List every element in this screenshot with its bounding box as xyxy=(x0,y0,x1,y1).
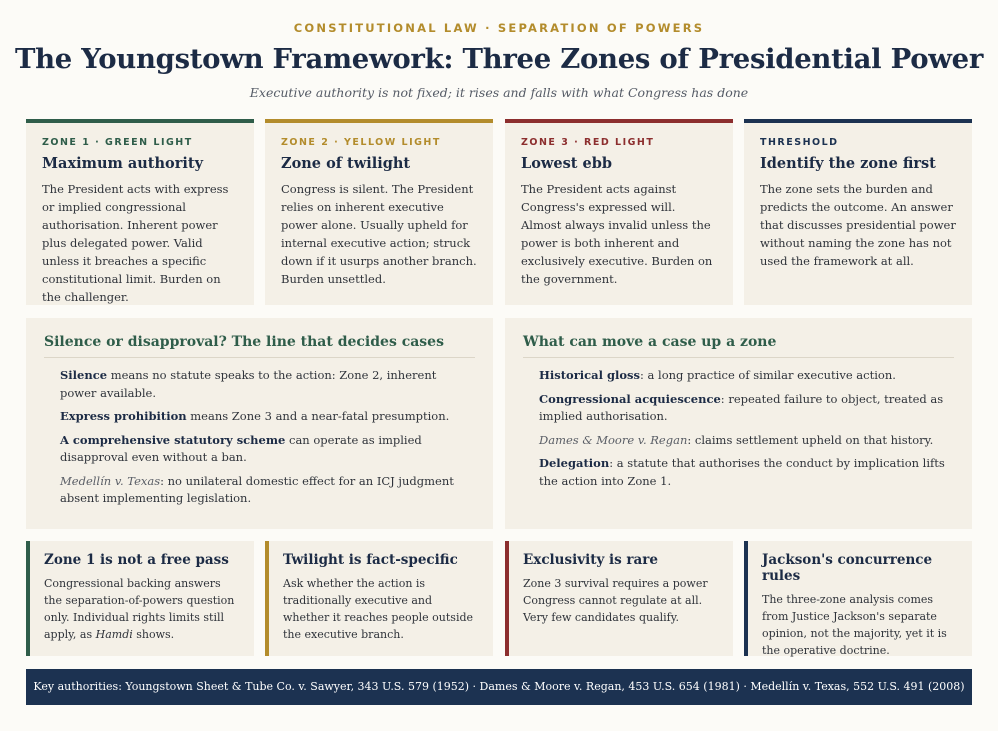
zone-body: The zone sets the burden and predicts the outcome. An answer that discusses presidential power without naming the zone has not used the framework at all. xyxy=(760,182,956,268)
list-item: Delegation: a statute that authorises the conduct by implication lifts the action into Zone 1. xyxy=(539,456,945,488)
list-item: Congressional acquiescence: repeated failure to object, treated as implied authorisation. xyxy=(539,391,944,423)
list-item: Medellín v. Texas: no unilateral domestic effect for an ICJ judgment absent implementing legislation. xyxy=(60,473,454,505)
note-heading: Zone 1 is not a free pass xyxy=(44,552,229,568)
list-item: Historical gloss: a long practice of similar executive action. xyxy=(539,368,896,382)
zone-label: ZONE 3 · RED LIGHT xyxy=(521,137,655,148)
zone-heading: Lowest ebb xyxy=(521,155,612,172)
note-exclusivity-rare xyxy=(505,541,733,656)
zone-body: Congress is silent. The President relies on inherent executive power alone. Usually upheld for internal executive action; struck down if it usurps another branch. Burden unsettled. xyxy=(281,182,477,286)
eyebrow: CONSTITUTIONAL LAW · SEPARATION OF POWERS xyxy=(293,21,705,35)
note-heading: Twilight is fact-specific xyxy=(283,552,458,568)
note-body: Zone 3 survival requires a power Congress cannot regulate at all. Very few candidates qualify. xyxy=(523,577,708,624)
zone-card-2 xyxy=(265,119,493,305)
panel-heading: Silence or disapproval? The line that decides cases xyxy=(44,334,475,358)
note-twilight-fact-specific xyxy=(265,541,493,656)
zone-body: The President acts with express or implied congressional authorisation. Inherent power plus delegated power. Valid unless it breaches a specific constitutional limit. Burden on the challenger. xyxy=(42,182,229,304)
note-heading: Exclusivity is rare xyxy=(523,552,658,568)
zone-heading: Zone of twilight xyxy=(281,155,411,172)
list-item: Silence means no statute speaks to the action: Zone 2, inherent power available. xyxy=(60,368,437,400)
zone-label: ZONE 1 · GREEN LIGHT xyxy=(42,137,193,148)
panel-move-up-a-zone xyxy=(505,318,972,529)
list-item: Express prohibition means Zone 3 and a near-fatal presumption. xyxy=(60,409,450,423)
page-title: The Youngstown Framework: Three Zones of Presidential Power xyxy=(14,43,984,75)
note-body: Ask whether the action is traditionally executive and whether it reaches people outside the executive branch. xyxy=(283,577,474,641)
zone-card-threshold xyxy=(744,119,972,305)
list-item: Dames & Moore v. Regan: claims settlement upheld on that history. xyxy=(539,432,934,447)
note-body: The three-zone analysis comes from Justice Jackson's separate opinion, not the majority, yet it is the operative doctrine. xyxy=(762,593,947,657)
note-heading: Jackson's concurrence rules xyxy=(762,552,933,584)
zone-label: ZONE 2 · YELLOW LIGHT xyxy=(281,137,441,148)
zone-label: THRESHOLD xyxy=(760,137,839,148)
zone-body: The President acts against Congress's expressed will. Almost always invalid unless the power is both inherent and exclusively executive. Burden on the government. xyxy=(521,182,713,286)
note-jackson-concurrence xyxy=(744,541,972,656)
note-body: Congressional backing answers the separation-of-powers question only. Individual rights limits still apply, as Hamdi shows. xyxy=(44,577,235,641)
panel-silence-or-disapproval xyxy=(26,318,493,529)
page-subtitle: Executive authority is not fixed; it rises and falls with what Congress has done xyxy=(249,85,749,100)
key-authorities-footer: Key authorities: Youngstown Sheet & Tube Co. v. Sawyer, 343 U.S. 579 (1952) · Dames & Moore v. Regan, 453 U.S. 654 (1981) · Medellín v. Texas, 552 U.S. 491 (2008) xyxy=(26,669,972,705)
list-item: A comprehensive statutory scheme can operate as implied disapproval even without a ban. xyxy=(60,432,422,464)
zone-card-3 xyxy=(505,119,733,305)
zone-heading: Maximum authority xyxy=(42,155,203,172)
note-zone1-not-free-pass xyxy=(26,541,254,656)
zone-card-1 xyxy=(26,119,254,305)
panel-heading: What can move a case up a zone xyxy=(523,334,954,358)
zone-heading: Identify the zone first xyxy=(760,155,936,172)
